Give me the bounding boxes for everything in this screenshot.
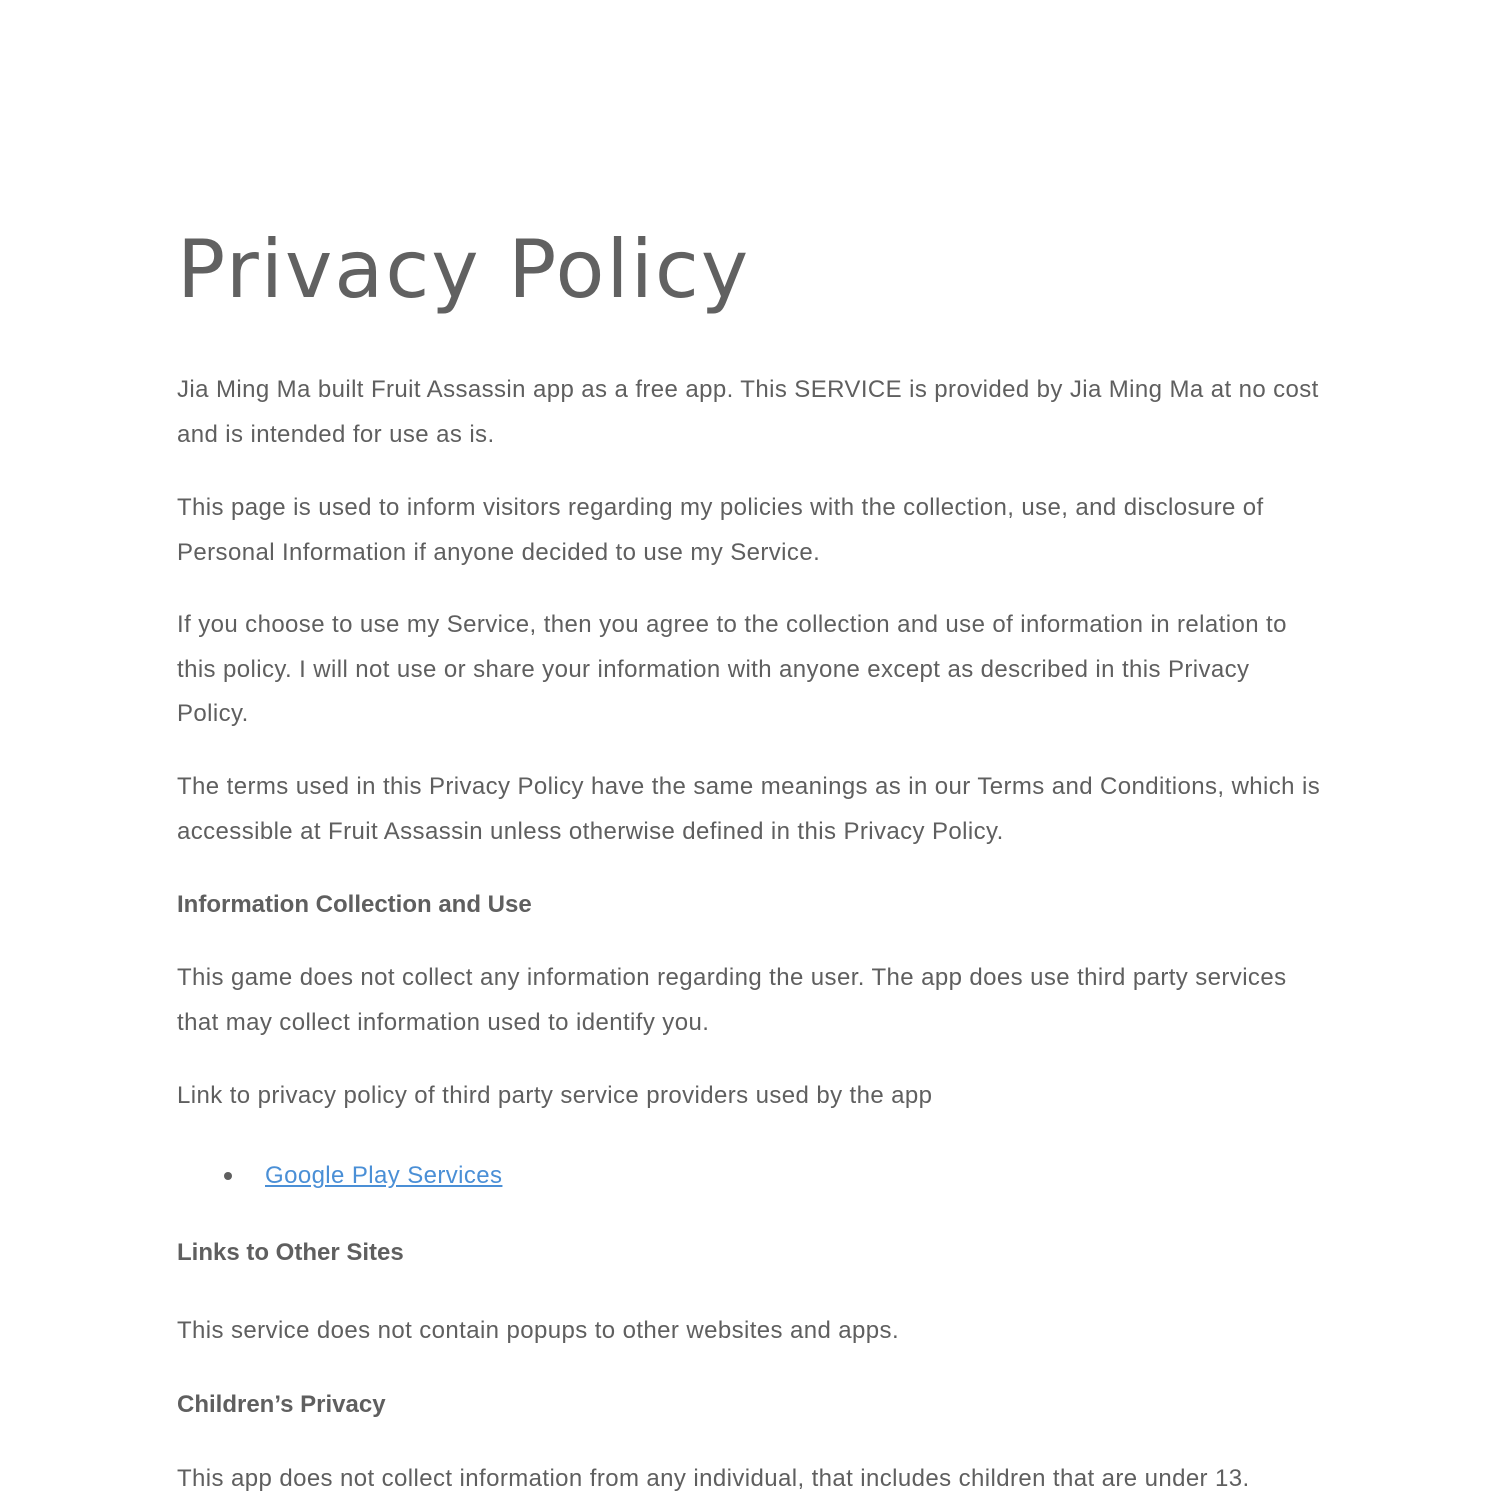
section-heading-childrens-privacy: Children’s Privacy: [177, 1391, 386, 1418]
section-heading-other-sites: Links to Other Sites: [177, 1239, 404, 1266]
intro-paragraph-1: Jia Ming Ma built Fruit Assassin app as a free app. This SERVICE is provided by Jia Ming Ma at no cost and is intended for use as is.: [177, 376, 1319, 448]
intro-paragraph-2: This page is used to inform visitors regarding my policies with the collection, use, and disclosure of Personal Information if anyone decided to use my Service.: [177, 494, 1264, 566]
childrens-privacy-paragraph: This app does not collect information from any individual, that includes children that are under 13.: [177, 1465, 1250, 1492]
intro-paragraph-3: If you choose to use my Service, then you agree to the collection and use of information in relation to this policy. I will not use or share your information with anyone except as described in this Privacy Policy.: [177, 611, 1287, 727]
page-title: Privacy Policy: [177, 223, 751, 316]
section-heading-information-collection: Information Collection and Use: [177, 891, 532, 918]
information-collection-paragraph: This game does not collect any information regarding the user. The app does use third party services that may collect information used to identify you.: [177, 964, 1287, 1036]
bullet-icon: [224, 1172, 232, 1180]
third-party-links-intro: Link to privacy policy of third party service providers used by the app: [177, 1082, 933, 1109]
intro-paragraph-4: The terms used in this Privacy Policy have the same meanings as in our Terms and Conditions, which is accessible at Fruit Assassin unless otherwise defined in this Privacy Policy.: [177, 773, 1321, 845]
google-play-services-link[interactable]: Google Play Services: [265, 1162, 503, 1189]
other-sites-paragraph: This service does not contain popups to other websites and apps.: [177, 1317, 900, 1344]
